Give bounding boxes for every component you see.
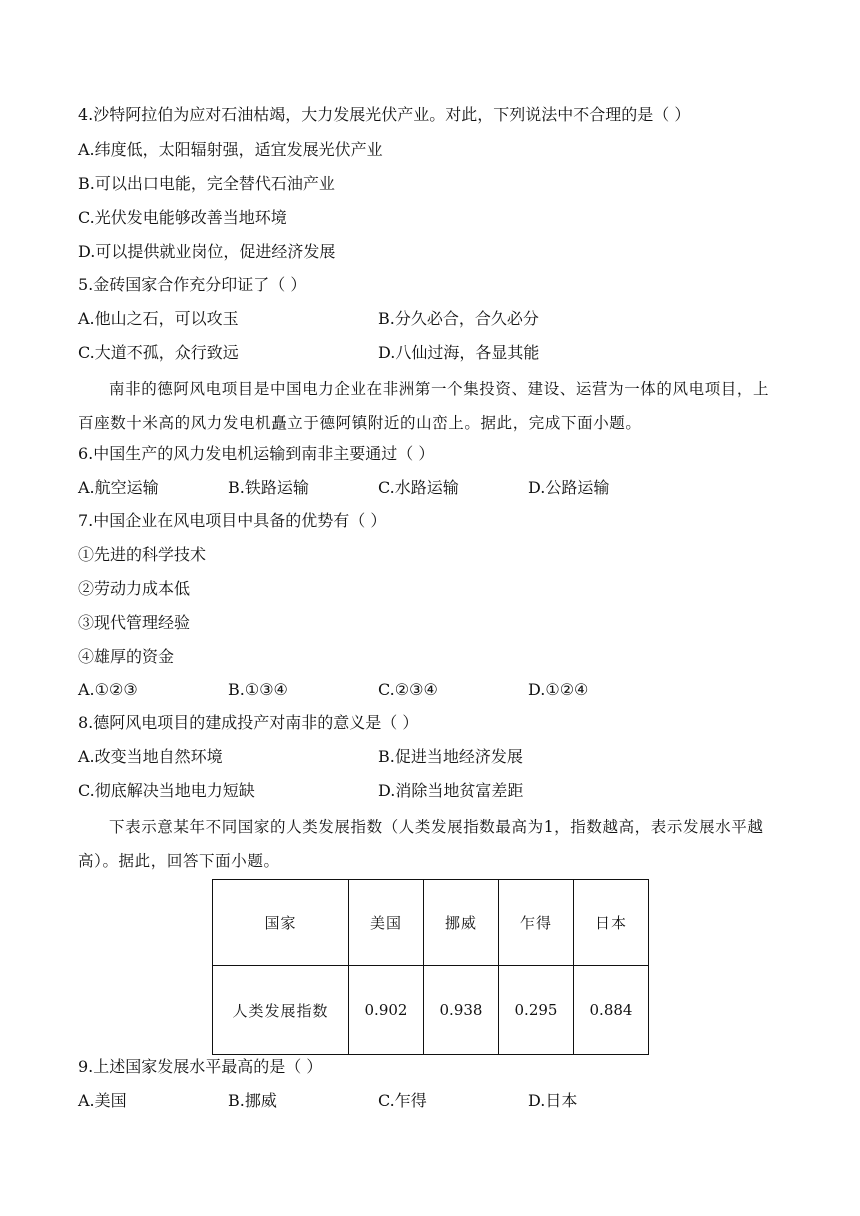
question-7-option-d: D.①②④ <box>528 680 589 699</box>
question-4-option-d: D.可以提供就业岗位，促进经济发展 <box>78 242 336 261</box>
question-9-option-b: B.挪威 <box>228 1091 277 1110</box>
question-5-option-d: D.八仙过海，各显其能 <box>378 343 540 362</box>
passage-wind-power: 南非的德阿风电项目是中国电力企业在非洲第一个集投资、建设、运营为一体的风电项目，上百座数十米高的风力发电机矗立于德阿镇附近的山峦上。据此，完成下面小题。 <box>78 380 770 432</box>
question-5-option-b: B.分久必合，合久必分 <box>378 309 539 328</box>
table-cell: 0.884 <box>574 966 649 1055</box>
question-5-option-c: C.大道不孤，众行致远 <box>78 343 239 362</box>
question-5-stem: 5.金砖国家合作充分印证了（ ） <box>78 275 307 294</box>
passage-hdi: 下表示意某年不同国家的人类发展指数（人类发展指数最高为1，指数越高，表示发展水平越高）。据此，回答下面小题。 <box>78 818 764 870</box>
question-6-option-a: A.航空运输 <box>78 478 159 497</box>
question-6-option-b: B.铁路运输 <box>228 478 309 497</box>
hdi-table <box>212 879 649 1055</box>
table-header-row <box>213 880 649 966</box>
table-row <box>213 966 649 1055</box>
table-cell: 0.902 <box>349 966 424 1055</box>
question-9-stem: 9.上述国家发展水平最高的是（ ） <box>78 1057 323 1076</box>
question-5-option-a: A.他山之石，可以攻玉 <box>78 309 239 328</box>
question-7-item-1: ①先进的科学技术 <box>78 545 207 564</box>
question-7-item-4: ④雄厚的资金 <box>78 647 175 666</box>
question-9-option-a: A.美国 <box>78 1091 127 1110</box>
question-7-option-b: B.①③④ <box>228 680 288 699</box>
question-8-option-c: C.彻底解决当地电力短缺 <box>78 781 255 800</box>
table-header-cell: 国家 <box>213 880 349 966</box>
table-cell: 0.938 <box>424 966 499 1055</box>
question-8-stem: 8.德阿风电项目的建成投产对南非的意义是（ ） <box>78 713 419 732</box>
table-header-cell: 美国 <box>349 880 424 966</box>
question-6-stem: 6.中国生产的风力发电机运输到南非主要通过（ ） <box>78 444 435 463</box>
question-4-option-b: B.可以出口电能，完全替代石油产业 <box>78 174 335 193</box>
question-4-option-c: C.光伏发电能够改善当地环境 <box>78 208 287 227</box>
table-cell: 0.295 <box>499 966 574 1055</box>
question-8-option-a: A.改变当地自然环境 <box>78 747 223 766</box>
question-7-option-a: A.①②③ <box>78 680 138 699</box>
question-4-option-a: A.纬度低，太阳辐射强，适宜发展光伏产业 <box>78 140 383 159</box>
question-7-option-c: C.②③④ <box>378 680 438 699</box>
question-6-option-c: C.水路运输 <box>378 478 459 497</box>
question-9-option-c: C.乍得 <box>378 1091 427 1110</box>
table-header-cell: 日本 <box>574 880 649 966</box>
question-6-option-d: D.公路运输 <box>528 478 610 497</box>
question-7-item-2: ②劳动力成本低 <box>78 579 191 598</box>
question-4-stem: 4.沙特阿拉伯为应对石油枯竭，大力发展光伏产业。对此，下列说法中不合理的是（ ） <box>78 105 691 124</box>
table-header-cell: 乍得 <box>499 880 574 966</box>
table-row-label: 人类发展指数 <box>213 966 349 1055</box>
question-7-stem: 7.中国企业在风电项目中具备的优势有（ ） <box>78 511 387 530</box>
question-9-option-d: D.日本 <box>528 1091 578 1110</box>
question-8-option-b: B.促进当地经济发展 <box>378 747 523 766</box>
table-header-cell: 挪威 <box>424 880 499 966</box>
question-7-item-3: ③现代管理经验 <box>78 613 191 632</box>
question-8-option-d: D.消除当地贫富差距 <box>378 781 524 800</box>
